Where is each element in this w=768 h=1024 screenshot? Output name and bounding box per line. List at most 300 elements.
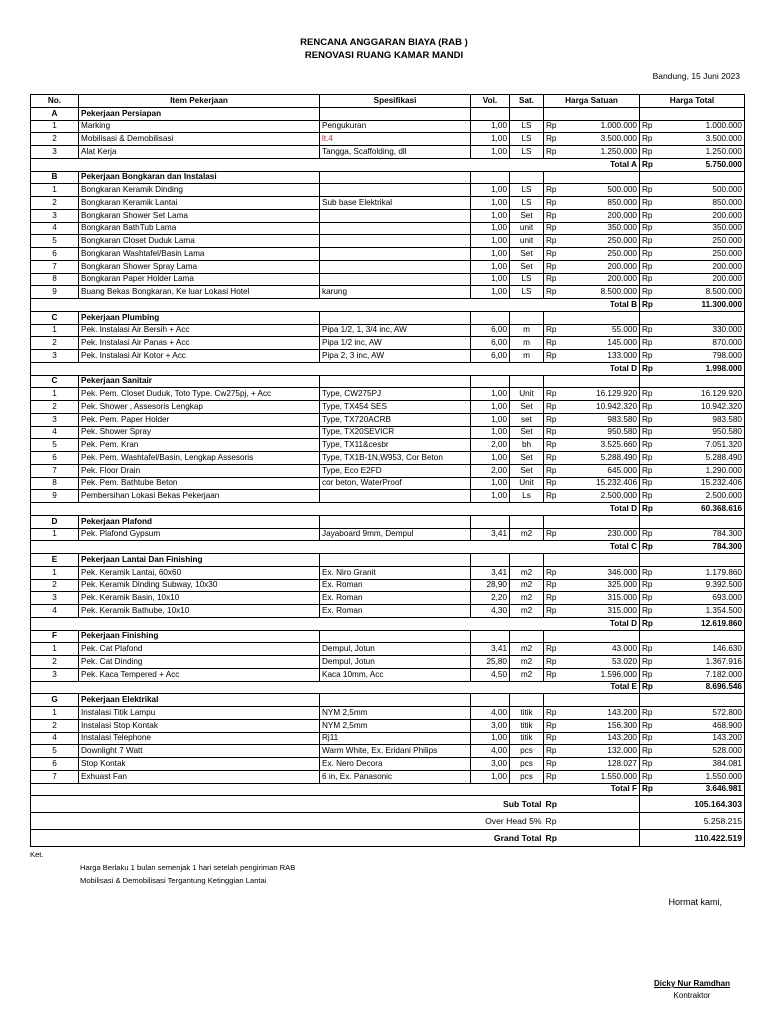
table-body — [31, 107, 745, 796]
section-header-row — [31, 375, 745, 388]
row-item-name: Instalasi Telephone — [79, 732, 320, 745]
row-unit-price-currency: Rp — [544, 413, 564, 426]
row-spec: Pipa 1/2, 1, 3/4 inc, AW — [320, 324, 471, 337]
row-total-currency: Rp — [640, 350, 659, 363]
row-unit-price-currency: Rp — [544, 758, 564, 771]
row-no: 3 — [31, 413, 79, 426]
row-total: 983.580 — [659, 413, 745, 426]
subtotal-currency: Rp — [544, 796, 640, 813]
row-item-name: Pek. Keramik Basin, 10x10 — [79, 592, 320, 605]
row-spec — [320, 222, 471, 235]
row-no: 4 — [31, 426, 79, 439]
row-unit: m2 — [510, 579, 544, 592]
grand-total-row — [31, 830, 745, 847]
row-no: 1 — [31, 184, 79, 197]
row-unit-price-currency: Rp — [544, 490, 564, 503]
row-vol: 1,00 — [471, 770, 510, 783]
row-unit-price: 1.000.000 — [564, 120, 640, 133]
row-unit-price-currency: Rp — [544, 668, 564, 681]
empty-cell — [471, 107, 510, 120]
row-total-currency: Rp — [640, 324, 659, 337]
table-row — [31, 643, 745, 656]
row-total: 200.000 — [659, 260, 745, 273]
row-unit-price: 143.200 — [564, 707, 640, 720]
row-unit-price-currency: Rp — [544, 566, 564, 579]
row-total-currency: Rp — [640, 490, 659, 503]
row-total: 693.000 — [659, 592, 745, 605]
table-row — [31, 592, 745, 605]
table-row — [31, 248, 745, 261]
col-header-spec: Spesifikasi — [320, 95, 471, 108]
empty-cell — [471, 554, 510, 567]
row-total-currency: Rp — [640, 197, 659, 210]
row-total: 850.000 — [659, 197, 745, 210]
table-row — [31, 209, 745, 222]
row-unit-price: 16.129.920 — [564, 388, 640, 401]
table-row — [31, 477, 745, 490]
empty-cell — [471, 630, 510, 643]
row-total-currency: Rp — [640, 452, 659, 465]
row-unit: set — [510, 413, 544, 426]
row-total-currency: Rp — [640, 719, 659, 732]
empty-cell — [544, 694, 640, 707]
row-item-name: Pek. Pem. Paper Holder — [79, 413, 320, 426]
empty-cell — [320, 515, 471, 528]
table-row — [31, 133, 745, 146]
empty-cell — [640, 375, 745, 388]
row-unit-price-currency: Rp — [544, 197, 564, 210]
row-vol: 1,00 — [471, 197, 510, 210]
row-unit: pcs — [510, 770, 544, 783]
empty-cell — [544, 311, 640, 324]
table-row — [31, 324, 745, 337]
row-unit-price: 346.000 — [564, 566, 640, 579]
row-unit: LS — [510, 197, 544, 210]
empty-cell — [510, 554, 544, 567]
row-vol: 1,00 — [471, 426, 510, 439]
row-unit-price: 3.500.000 — [564, 133, 640, 146]
row-item-name: Pek. Kaca Tempered + Acc — [79, 668, 320, 681]
row-vol: 1,00 — [471, 286, 510, 299]
row-total: 500.000 — [659, 184, 745, 197]
row-item-name: Pek. Pem. Washtafel/Basin, Lengkap Assesoris — [79, 452, 320, 465]
section-total-label: Total D — [31, 362, 640, 375]
row-vol: 6,00 — [471, 324, 510, 337]
table-row — [31, 579, 745, 592]
table-row — [31, 656, 745, 669]
row-unit-price: 315.000 — [564, 605, 640, 618]
col-header-vol: Vol. — [471, 95, 510, 108]
row-unit: Set — [510, 464, 544, 477]
row-unit-price: 53.020 — [564, 656, 640, 669]
table-row — [31, 490, 745, 503]
row-unit-price-currency: Rp — [544, 133, 564, 146]
row-unit: Set — [510, 452, 544, 465]
row-total: 146.630 — [659, 643, 745, 656]
row-unit-price: 55.000 — [564, 324, 640, 337]
row-total: 3.500.000 — [659, 133, 745, 146]
empty-cell — [640, 554, 745, 567]
row-unit: LS — [510, 146, 544, 159]
row-no: 5 — [31, 439, 79, 452]
row-unit-price: 143.200 — [564, 732, 640, 745]
row-total-currency: Rp — [640, 209, 659, 222]
section-total-label: Total F — [31, 783, 640, 796]
overhead-currency: Rp — [544, 813, 640, 830]
section-total-row — [31, 299, 745, 312]
section-header-row — [31, 694, 745, 707]
row-unit: titik — [510, 707, 544, 720]
empty-cell — [544, 375, 640, 388]
row-no: 5 — [31, 235, 79, 248]
row-unit-price: 500.000 — [564, 184, 640, 197]
row-vol: 2,00 — [471, 439, 510, 452]
row-total-currency: Rp — [640, 745, 659, 758]
row-vol: 4,50 — [471, 668, 510, 681]
row-item-name: Instalasi Stop Kontak — [79, 719, 320, 732]
row-unit-price-currency: Rp — [544, 248, 564, 261]
row-total: 200.000 — [659, 209, 745, 222]
row-unit-price: 43.000 — [564, 643, 640, 656]
row-spec — [320, 248, 471, 261]
row-total-currency: Rp — [640, 388, 659, 401]
row-total: 250.000 — [659, 248, 745, 261]
subtotal-row — [31, 796, 745, 813]
table-row — [31, 197, 745, 210]
row-unit: LS — [510, 133, 544, 146]
row-unit-price: 200.000 — [564, 260, 640, 273]
row-item-name: Alat Kerja — [79, 146, 320, 159]
section-code: C — [31, 311, 79, 324]
row-vol: 2,00 — [471, 464, 510, 477]
row-unit: m2 — [510, 605, 544, 618]
table-row — [31, 120, 745, 133]
row-unit-price: 325.000 — [564, 579, 640, 592]
row-total: 143.200 — [659, 732, 745, 745]
row-total: 572.800 — [659, 707, 745, 720]
empty-cell — [510, 375, 544, 388]
row-unit: m2 — [510, 566, 544, 579]
row-unit: Set — [510, 209, 544, 222]
table-row — [31, 732, 745, 745]
row-total-currency: Rp — [640, 260, 659, 273]
row-no: 6 — [31, 452, 79, 465]
row-unit-price-currency: Rp — [544, 260, 564, 273]
row-total: 5.288.490 — [659, 452, 745, 465]
row-unit-price-currency: Rp — [544, 452, 564, 465]
row-spec: cor beton, WaterProof — [320, 477, 471, 490]
section-code: G — [31, 694, 79, 707]
row-vol: 6,00 — [471, 337, 510, 350]
row-vol: 4,00 — [471, 745, 510, 758]
row-item-name: Bongkaran Washtafel/Basin Lama — [79, 248, 320, 261]
section-total-row — [31, 617, 745, 630]
section-header-row — [31, 107, 745, 120]
row-vol: 1,00 — [471, 452, 510, 465]
row-no: 9 — [31, 286, 79, 299]
row-spec: Tangga, Scaffolding, dll — [320, 146, 471, 159]
section-header-row — [31, 171, 745, 184]
row-unit: Ls — [510, 490, 544, 503]
row-vol: 1,00 — [471, 260, 510, 273]
row-vol: 1,00 — [471, 146, 510, 159]
empty-cell — [471, 694, 510, 707]
empty-cell — [320, 694, 471, 707]
section-total-label: Total B — [31, 299, 640, 312]
row-total: 7.051.320 — [659, 439, 745, 452]
section-header-row — [31, 311, 745, 324]
row-total-currency: Rp — [640, 528, 659, 541]
row-total: 1.354.500 — [659, 605, 745, 618]
row-total: 9.392.500 — [659, 579, 745, 592]
table-row — [31, 337, 745, 350]
row-vol: 4,30 — [471, 605, 510, 618]
row-unit-price: 2.500.000 — [564, 490, 640, 503]
row-vol: 28,90 — [471, 579, 510, 592]
row-total-currency: Rp — [640, 592, 659, 605]
row-total: 16.129.920 — [659, 388, 745, 401]
row-unit-price: 315.000 — [564, 592, 640, 605]
budget-table — [30, 94, 745, 847]
row-vol: 25,80 — [471, 656, 510, 669]
row-unit-price: 15.232.406 — [564, 477, 640, 490]
table-row — [31, 260, 745, 273]
row-unit-price-currency: Rp — [544, 209, 564, 222]
row-total: 250.000 — [659, 235, 745, 248]
overhead-row — [31, 813, 745, 830]
section-total-currency: Rp — [640, 617, 659, 630]
empty-cell — [510, 630, 544, 643]
row-spec: Type, TX11&cesbr — [320, 439, 471, 452]
row-vol: 1,00 — [471, 490, 510, 503]
row-spec: Pipa 2, 3 inc, AW — [320, 350, 471, 363]
section-total-currency: Rp — [640, 503, 659, 516]
row-vol: 1,00 — [471, 209, 510, 222]
row-item-name: Bongkaran Closet Duduk Lama — [79, 235, 320, 248]
row-spec — [320, 209, 471, 222]
row-no: 7 — [31, 464, 79, 477]
section-name: Pekerjaan Elektrikal — [79, 694, 320, 707]
row-total-currency: Rp — [640, 273, 659, 286]
row-vol: 1,00 — [471, 120, 510, 133]
empty-cell — [640, 515, 745, 528]
row-spec: Ex. Roman — [320, 579, 471, 592]
row-spec: NYM 2,5mm — [320, 719, 471, 732]
empty-cell — [320, 311, 471, 324]
row-no: 4 — [31, 222, 79, 235]
row-vol: 1,00 — [471, 732, 510, 745]
row-unit: Set — [510, 248, 544, 261]
row-vol: 1,00 — [471, 222, 510, 235]
section-total-label: Total A — [31, 158, 640, 171]
section-name: Pekerjaan Lantai Dan Finishing — [79, 554, 320, 567]
signer-title: Kontraktor — [673, 991, 711, 1000]
col-header-no: No. — [31, 95, 79, 108]
row-unit: m — [510, 337, 544, 350]
empty-cell — [640, 311, 745, 324]
section-total-row — [31, 681, 745, 694]
row-spec: Ex. Roman — [320, 605, 471, 618]
row-vol: 1,00 — [471, 133, 510, 146]
place-date: Bandung, 15 Juni 2023 — [652, 71, 740, 81]
row-total-currency: Rp — [640, 656, 659, 669]
table-row — [31, 222, 745, 235]
empty-cell — [320, 171, 471, 184]
section-name: Pekerjaan Bongkaran dan Instalasi — [79, 171, 320, 184]
section-total-currency: Rp — [640, 783, 659, 796]
row-unit-price: 1.250.000 — [564, 146, 640, 159]
row-unit: pcs — [510, 745, 544, 758]
row-unit-price-currency: Rp — [544, 388, 564, 401]
row-total-currency: Rp — [640, 758, 659, 771]
row-item-name: Bongkaran Keramik Dinding — [79, 184, 320, 197]
row-total-currency: Rp — [640, 133, 659, 146]
row-unit-price-currency: Rp — [544, 222, 564, 235]
section-total-value: 5.750.000 — [659, 158, 745, 171]
grand-total-label: Grand Total — [31, 830, 544, 847]
row-spec: Type, TX20SEVICR — [320, 426, 471, 439]
table-row — [31, 413, 745, 426]
row-item-name: Pek. Instalasi Air Panas + Acc — [79, 337, 320, 350]
empty-cell — [544, 107, 640, 120]
row-item-name: Pek. Instalasi Air Kotor + Acc — [79, 350, 320, 363]
row-total-currency: Rp — [640, 413, 659, 426]
row-unit: LS — [510, 184, 544, 197]
row-no: 1 — [31, 566, 79, 579]
section-name: Pekerjaan Plafond — [79, 515, 320, 528]
section-total-label: Total D — [31, 503, 640, 516]
row-unit: m2 — [510, 592, 544, 605]
table-row — [31, 350, 745, 363]
row-unit-price: 350.000 — [564, 222, 640, 235]
row-total: 1.179.860 — [659, 566, 745, 579]
empty-cell — [544, 554, 640, 567]
row-unit-price-currency: Rp — [544, 656, 564, 669]
row-unit-price: 132.000 — [564, 745, 640, 758]
row-unit-price-currency: Rp — [544, 273, 564, 286]
signature-block — [654, 979, 730, 1000]
row-unit-price: 230.000 — [564, 528, 640, 541]
table-header-row — [31, 95, 745, 108]
row-unit-price: 200.000 — [564, 209, 640, 222]
row-no: 3 — [31, 592, 79, 605]
row-no: 1 — [31, 388, 79, 401]
row-no: 7 — [31, 770, 79, 783]
row-vol: 6,00 — [471, 350, 510, 363]
row-total-currency: Rp — [640, 184, 659, 197]
empty-cell — [320, 107, 471, 120]
row-total-currency: Rp — [640, 286, 659, 299]
row-no: 8 — [31, 477, 79, 490]
section-total-currency: Rp — [640, 299, 659, 312]
row-vol: 1,00 — [471, 273, 510, 286]
row-total: 870.000 — [659, 337, 745, 350]
row-total-currency: Rp — [640, 707, 659, 720]
row-vol: 4,00 — [471, 707, 510, 720]
empty-cell — [510, 171, 544, 184]
empty-cell — [640, 630, 745, 643]
section-code: F — [31, 630, 79, 643]
section-header-row — [31, 515, 745, 528]
row-unit-price: 200.000 — [564, 273, 640, 286]
row-item-name: Pek. Shower Spray — [79, 426, 320, 439]
row-spec: karung — [320, 286, 471, 299]
table-row — [31, 770, 745, 783]
row-item-name: Pek. Floor Drain — [79, 464, 320, 477]
table-row — [31, 566, 745, 579]
row-total: 528.000 — [659, 745, 745, 758]
row-no: 1 — [31, 120, 79, 133]
row-unit: unit — [510, 222, 544, 235]
row-total: 7.182.000 — [659, 668, 745, 681]
row-total-currency: Rp — [640, 605, 659, 618]
row-spec: Type, TX454 SES — [320, 401, 471, 414]
empty-cell — [320, 630, 471, 643]
row-unit-price-currency: Rp — [544, 337, 564, 350]
table-row — [31, 235, 745, 248]
section-total-row — [31, 158, 745, 171]
row-item-name: Pek. Pem. Kran — [79, 439, 320, 452]
row-unit: Set — [510, 260, 544, 273]
row-no: 4 — [31, 732, 79, 745]
table-row — [31, 758, 745, 771]
row-total: 468.900 — [659, 719, 745, 732]
row-no: 2 — [31, 197, 79, 210]
empty-cell — [544, 515, 640, 528]
row-spec: Rj11 — [320, 732, 471, 745]
row-item-name: Instalasi Titik Lampu — [79, 707, 320, 720]
row-unit-price-currency: Rp — [544, 120, 564, 133]
row-no: 2 — [31, 719, 79, 732]
row-spec: Pipa 1/2 inc, AW — [320, 337, 471, 350]
row-no: 3 — [31, 146, 79, 159]
row-item-name: Bongkaran BathTub Lama — [79, 222, 320, 235]
row-unit-price-currency: Rp — [544, 477, 564, 490]
section-total-value: 8.696.546 — [659, 681, 745, 694]
section-total-label: Total D — [31, 617, 640, 630]
row-unit-price: 8.500.000 — [564, 286, 640, 299]
row-unit-price: 950.580 — [564, 426, 640, 439]
row-total-currency: Rp — [640, 426, 659, 439]
row-item-name: Bongkaran Shower Set Lama — [79, 209, 320, 222]
table-row — [31, 273, 745, 286]
row-total: 950.580 — [659, 426, 745, 439]
row-spec: Type, TX1B-1N,W953, Cor Beton — [320, 452, 471, 465]
row-no: 5 — [31, 745, 79, 758]
overhead-value: 5.258.215 — [640, 813, 745, 830]
row-total: 1.367.916 — [659, 656, 745, 669]
row-no: 9 — [31, 490, 79, 503]
table-row — [31, 745, 745, 758]
row-spec: Type, CW275PJ — [320, 388, 471, 401]
row-no: 8 — [31, 273, 79, 286]
row-total: 384.081 — [659, 758, 745, 771]
row-unit-price: 133.000 — [564, 350, 640, 363]
row-unit-price-currency: Rp — [544, 579, 564, 592]
row-vol: 1,00 — [471, 248, 510, 261]
row-total-currency: Rp — [640, 439, 659, 452]
row-spec: Type, TX720ACRB — [320, 413, 471, 426]
section-total-currency: Rp — [640, 681, 659, 694]
row-unit: m — [510, 350, 544, 363]
empty-cell — [471, 375, 510, 388]
table-row — [31, 146, 745, 159]
row-total: 784.300 — [659, 528, 745, 541]
row-no: 6 — [31, 758, 79, 771]
empty-cell — [510, 311, 544, 324]
row-item-name: Pek. Cat Dinding — [79, 656, 320, 669]
row-unit-price-currency: Rp — [544, 707, 564, 720]
